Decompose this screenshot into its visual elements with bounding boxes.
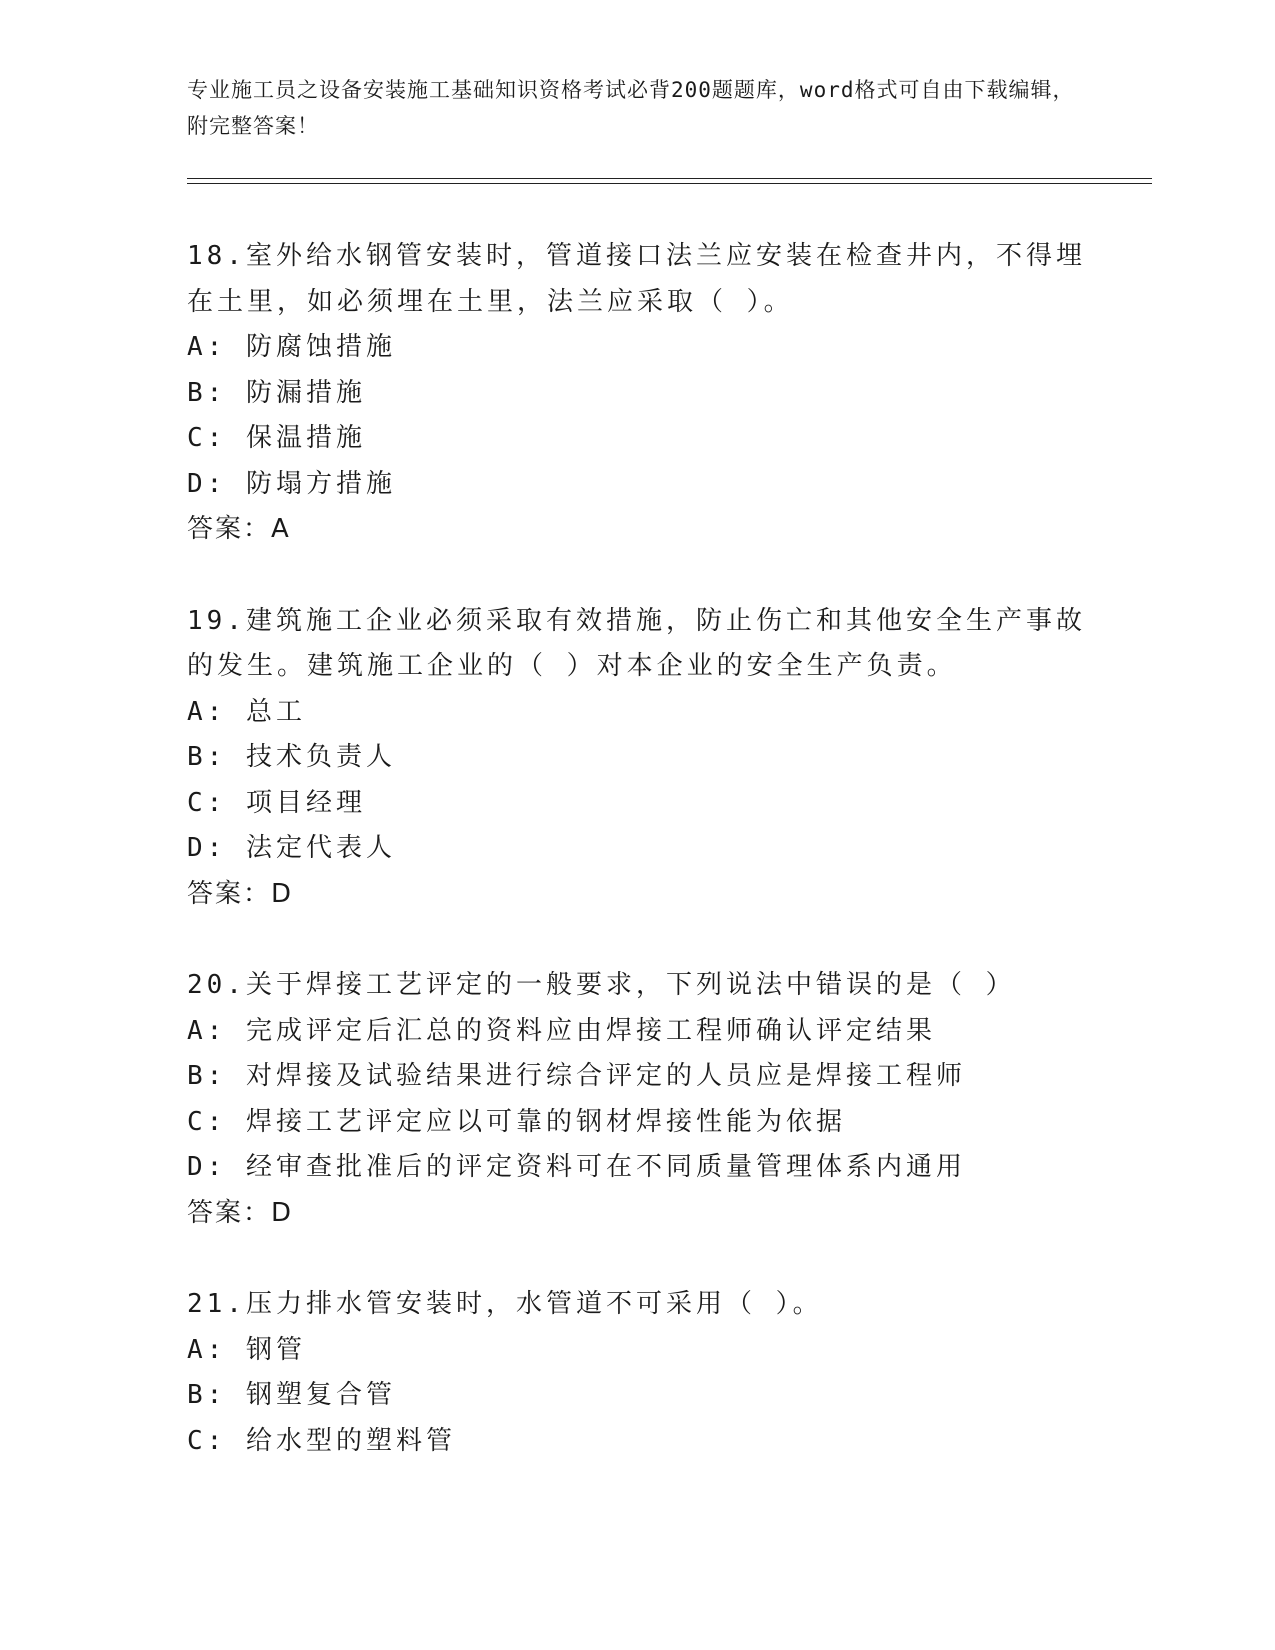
question-stem: 19.建筑施工企业必须采取有效措施，防止伤亡和其他安全生产事故的发生。建筑施工企业的（ ）对本企业的安全生产负责。 <box>187 605 1086 681</box>
option-c: C: 项目经理 <box>187 787 366 818</box>
question-18 <box>187 234 1087 553</box>
option-a: A: 防腐蚀措施 <box>187 332 396 362</box>
header-divider-top <box>187 178 1152 179</box>
answer-line: 答案：D <box>187 878 294 909</box>
question-20 <box>187 963 1087 1236</box>
answer-line: 答案：D <box>187 1197 294 1228</box>
option-c: C: 给水型的塑料管 <box>187 1425 456 1456</box>
question-21 <box>187 1282 1087 1464</box>
question-list <box>187 234 1087 1510</box>
document-header: 专业施工员之设备安装施工基础知识资格考试必背200题题库，word格式可自由下载编辑，附完整答案！ <box>187 78 1075 138</box>
option-b: B: 对焊接及试验结果进行综合评定的人员应是焊接工程师 <box>187 1061 966 1091</box>
option-b: B: 钢塑复合管 <box>187 1380 396 1410</box>
option-d: D: 防塌方措施 <box>187 468 396 499</box>
header-divider-bottom <box>187 183 1152 184</box>
option-d: D: 经审查批准后的评定资料可在不同质量管理体系内通用 <box>187 1152 966 1182</box>
option-b: B: 技术负责人 <box>187 742 396 772</box>
answer-line: 答案：A <box>187 514 291 544</box>
option-c: C: 保温措施 <box>187 423 366 453</box>
question-stem: 18.室外给水钢管安装时，管道接口法兰应安装在检查井内，不得埋在土里，如必须埋在土里，法兰应采取（ ）。 <box>187 241 1086 317</box>
question-stem: 20.关于焊接工艺评定的一般要求，下列说法中错误的是（ ） <box>187 970 1016 1000</box>
option-d: D: 法定代表人 <box>187 833 396 863</box>
question-stem: 21.压力排水管安装时，水管道不可采用（ ）。 <box>187 1289 823 1319</box>
option-c: C: 焊接工艺评定应以可靠的钢材焊接性能为依据 <box>187 1106 846 1137</box>
option-a: A: 总工 <box>187 696 306 727</box>
question-19 <box>187 599 1087 918</box>
option-a: A: 完成评定后汇总的资料应由焊接工程师确认评定结果 <box>187 1015 936 1046</box>
option-a: A: 钢管 <box>187 1334 306 1365</box>
option-b: B: 防漏措施 <box>187 377 366 408</box>
